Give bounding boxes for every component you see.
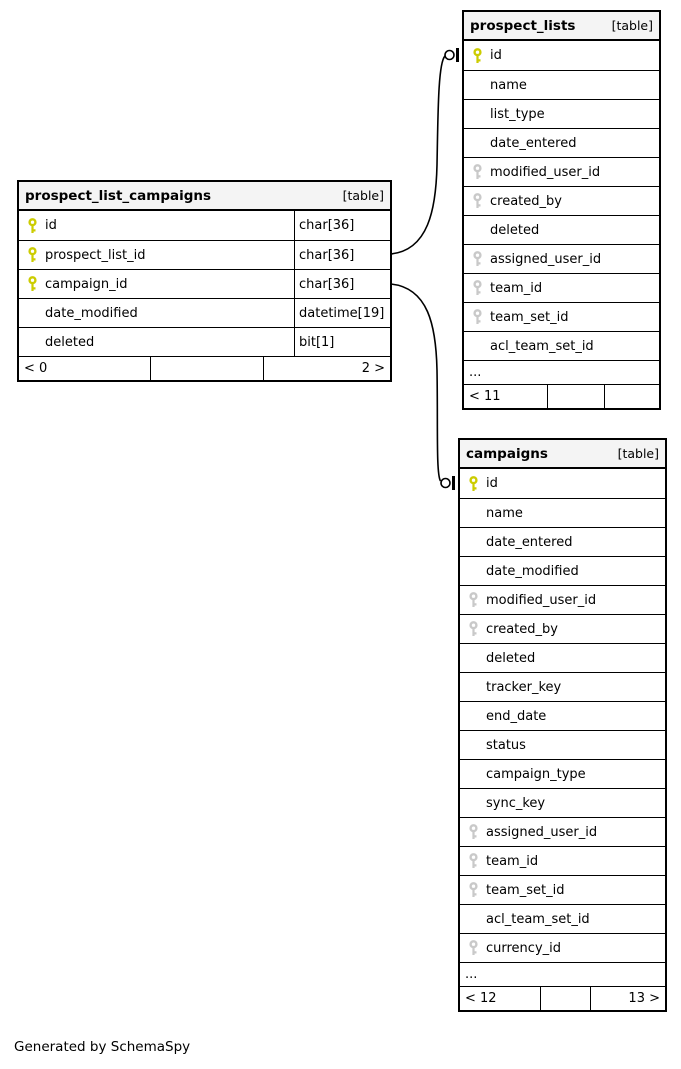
- column-name: end_date: [486, 708, 547, 724]
- table-footer: [460, 986, 665, 1010]
- column-name-cell: [464, 187, 659, 215]
- column-name-cell: [464, 71, 659, 99]
- foreign-key-icon: [472, 164, 483, 180]
- column-name: date_entered: [486, 534, 573, 550]
- column-name: prospect_list_id: [45, 247, 146, 263]
- column-name: modified_user_id: [486, 592, 597, 608]
- column-name: deleted: [486, 650, 536, 666]
- column-name-cell: [460, 586, 665, 614]
- column-name-cell: [464, 129, 659, 157]
- column-name-cell: [460, 557, 665, 585]
- key-icon-slot: [471, 251, 483, 267]
- footer-middle-cell: [540, 987, 590, 1010]
- key-icon-slot: [26, 247, 38, 263]
- key-icon-slot: [471, 164, 483, 180]
- key-icon-slot: [471, 193, 483, 209]
- column-row-deleted: [464, 215, 659, 244]
- column-name-cell: [464, 41, 659, 70]
- column-name: team_set_id: [486, 882, 565, 898]
- column-name: name: [490, 77, 527, 93]
- column-name: team_id: [490, 280, 543, 296]
- table-footer: [19, 356, 390, 380]
- column-row-modified-user-id: [464, 157, 659, 186]
- key-icon-slot: [467, 476, 479, 492]
- table-node-prospect-lists: [462, 10, 661, 410]
- column-row-currency-id: [460, 933, 665, 962]
- footer-middle-cell: [150, 357, 263, 380]
- footer-outgoing-count: [604, 385, 659, 408]
- primary-key-icon: [472, 48, 483, 64]
- column-name: name: [486, 505, 523, 521]
- column-row-campaign-id: [19, 269, 390, 298]
- column-name: date_modified: [45, 305, 138, 321]
- column-name-cell: [19, 328, 294, 356]
- column-row-id: [464, 41, 659, 70]
- column-row-tracker-key: [460, 672, 665, 701]
- column-row-team-set-id: [460, 875, 665, 904]
- table-type-tag: [table]: [617, 446, 659, 461]
- key-icon-slot: [467, 824, 479, 840]
- column-name: created_by: [490, 193, 562, 209]
- column-type: datetime[19]: [294, 299, 390, 327]
- column-name-cell: [460, 934, 665, 962]
- column-row-id: [460, 469, 665, 498]
- footer-incoming-count: < 12: [465, 991, 497, 1006]
- key-icon-slot: [26, 218, 38, 234]
- column-name: acl_team_set_id: [486, 911, 590, 927]
- relationship-campaign-id-line: [391, 284, 454, 490]
- column-name-cell: [460, 469, 665, 498]
- column-name: sync_key: [486, 795, 546, 811]
- key-icon-slot: [471, 309, 483, 325]
- table-title[interactable]: prospect_lists: [470, 17, 576, 34]
- column-row-name: [464, 70, 659, 99]
- key-icon-slot: [26, 276, 38, 292]
- table-header: [464, 12, 659, 41]
- column-row-prospect-list-id: [19, 240, 390, 269]
- table-header: [19, 182, 390, 211]
- primary-key-icon: [468, 476, 479, 492]
- column-name-cell: [464, 245, 659, 273]
- column-row-date-entered: [460, 527, 665, 556]
- key-icon-slot: [467, 621, 479, 637]
- column-name-cell: [464, 274, 659, 302]
- column-row-id: [19, 211, 390, 240]
- more-columns-ellipsis: ...: [460, 962, 665, 986]
- foreign-key-icon: [472, 251, 483, 267]
- key-icon-slot: [467, 592, 479, 608]
- table-node-prospect-list-campaigns: [17, 180, 392, 382]
- column-row-date-modified: [19, 298, 390, 327]
- column-name-cell: [464, 158, 659, 186]
- column-name-cell: [19, 241, 294, 269]
- column-row-date-entered: [464, 128, 659, 157]
- foreign-key-icon: [468, 853, 479, 869]
- key-icon-slot: [471, 48, 483, 64]
- foreign-key-icon: [468, 621, 479, 637]
- zero-cardinality-icon: [441, 479, 450, 488]
- column-name-cell: [460, 499, 665, 527]
- footer-outgoing-count: 13 >: [590, 987, 665, 1010]
- column-row-end-date: [460, 701, 665, 730]
- column-name: campaign_type: [486, 766, 586, 782]
- foreign-key-icon: [468, 824, 479, 840]
- column-name-cell: [19, 270, 294, 298]
- column-name-cell: [19, 299, 294, 327]
- column-name: modified_user_id: [490, 164, 601, 180]
- footer-outgoing-count: 2 >: [263, 357, 390, 380]
- zero-cardinality-icon: [445, 51, 454, 60]
- more-columns-ellipsis: ...: [464, 360, 659, 384]
- primary-key-icon: [27, 247, 38, 263]
- column-name-cell: [460, 818, 665, 846]
- column-row-sync-key: [460, 788, 665, 817]
- column-type: char[36]: [294, 211, 390, 240]
- column-name: id: [45, 218, 57, 233]
- column-name-cell: [464, 216, 659, 244]
- column-name-cell: [464, 303, 659, 331]
- foreign-key-icon: [468, 940, 479, 956]
- column-name: status: [486, 737, 526, 753]
- column-name: assigned_user_id: [486, 824, 598, 840]
- column-name-cell: [460, 673, 665, 701]
- key-icon-slot: [471, 280, 483, 296]
- column-name-cell: [460, 789, 665, 817]
- column-type: bit[1]: [294, 328, 390, 356]
- column-row-modified-user-id: [460, 585, 665, 614]
- generated-by-credit: Generated by SchemaSpy: [14, 1039, 191, 1055]
- table-type-tag: [table]: [611, 18, 653, 33]
- column-row-created-by: [460, 614, 665, 643]
- column-name-cell: [460, 702, 665, 730]
- table-title[interactable]: prospect_list_campaigns: [25, 187, 212, 204]
- column-row-created-by: [464, 186, 659, 215]
- column-name-cell: [19, 211, 294, 240]
- column-type: char[36]: [294, 241, 390, 269]
- column-name-cell: [460, 644, 665, 672]
- column-name-cell: [460, 760, 665, 788]
- column-name: tracker_key: [486, 679, 562, 695]
- primary-key-icon: [27, 276, 38, 292]
- column-row-campaign-type: [460, 759, 665, 788]
- column-row-date-modified: [460, 556, 665, 585]
- table-type-tag: [table]: [342, 188, 384, 203]
- foreign-key-icon: [472, 193, 483, 209]
- column-name: team_set_id: [490, 309, 569, 325]
- column-name: id: [486, 476, 498, 491]
- column-name: team_id: [486, 853, 539, 869]
- column-row-acl-team-set-id: [464, 331, 659, 360]
- column-row-status: [460, 730, 665, 759]
- table-node-campaigns: [458, 438, 667, 1012]
- footer-incoming-count: < 11: [469, 389, 501, 404]
- column-row-team-id: [460, 846, 665, 875]
- column-row-name: [460, 498, 665, 527]
- column-name: deleted: [45, 334, 95, 350]
- column-row-team-id: [464, 273, 659, 302]
- column-name: date_modified: [486, 563, 579, 579]
- column-name-cell: [464, 100, 659, 128]
- column-name: currency_id: [486, 940, 562, 956]
- column-name-cell: [460, 615, 665, 643]
- column-name-cell: [460, 847, 665, 875]
- table-header: [460, 440, 665, 469]
- column-row-list-type: [464, 99, 659, 128]
- footer-incoming-count: < 0: [24, 361, 48, 376]
- column-name: assigned_user_id: [490, 251, 602, 267]
- column-name: date_entered: [490, 135, 577, 151]
- key-icon-slot: [467, 882, 479, 898]
- table-title[interactable]: campaigns: [466, 445, 548, 462]
- column-name: acl_team_set_id: [490, 338, 594, 354]
- column-row-assigned-user-id: [460, 817, 665, 846]
- footer-middle-cell: [547, 385, 604, 408]
- column-name: list_type: [490, 106, 545, 122]
- relationship-prospect-list-id-line: [391, 48, 458, 254]
- column-name: id: [490, 48, 502, 63]
- column-row-acl-team-set-id: [460, 904, 665, 933]
- column-name-cell: [460, 528, 665, 556]
- column-row-deleted: [19, 327, 390, 356]
- foreign-key-icon: [472, 309, 483, 325]
- column-row-deleted: [460, 643, 665, 672]
- column-name-cell: [460, 731, 665, 759]
- column-name: created_by: [486, 621, 558, 637]
- key-icon-slot: [467, 940, 479, 956]
- column-name-cell: [460, 905, 665, 933]
- column-name-cell: [464, 332, 659, 360]
- table-footer: [464, 384, 659, 408]
- foreign-key-icon: [468, 882, 479, 898]
- foreign-key-icon: [468, 592, 479, 608]
- column-name: campaign_id: [45, 276, 128, 292]
- column-row-team-set-id: [464, 302, 659, 331]
- column-type: char[36]: [294, 270, 390, 298]
- column-name: deleted: [490, 222, 540, 238]
- key-icon-slot: [467, 853, 479, 869]
- foreign-key-icon: [472, 280, 483, 296]
- column-row-assigned-user-id: [464, 244, 659, 273]
- column-name-cell: [460, 876, 665, 904]
- primary-key-icon: [27, 218, 38, 234]
